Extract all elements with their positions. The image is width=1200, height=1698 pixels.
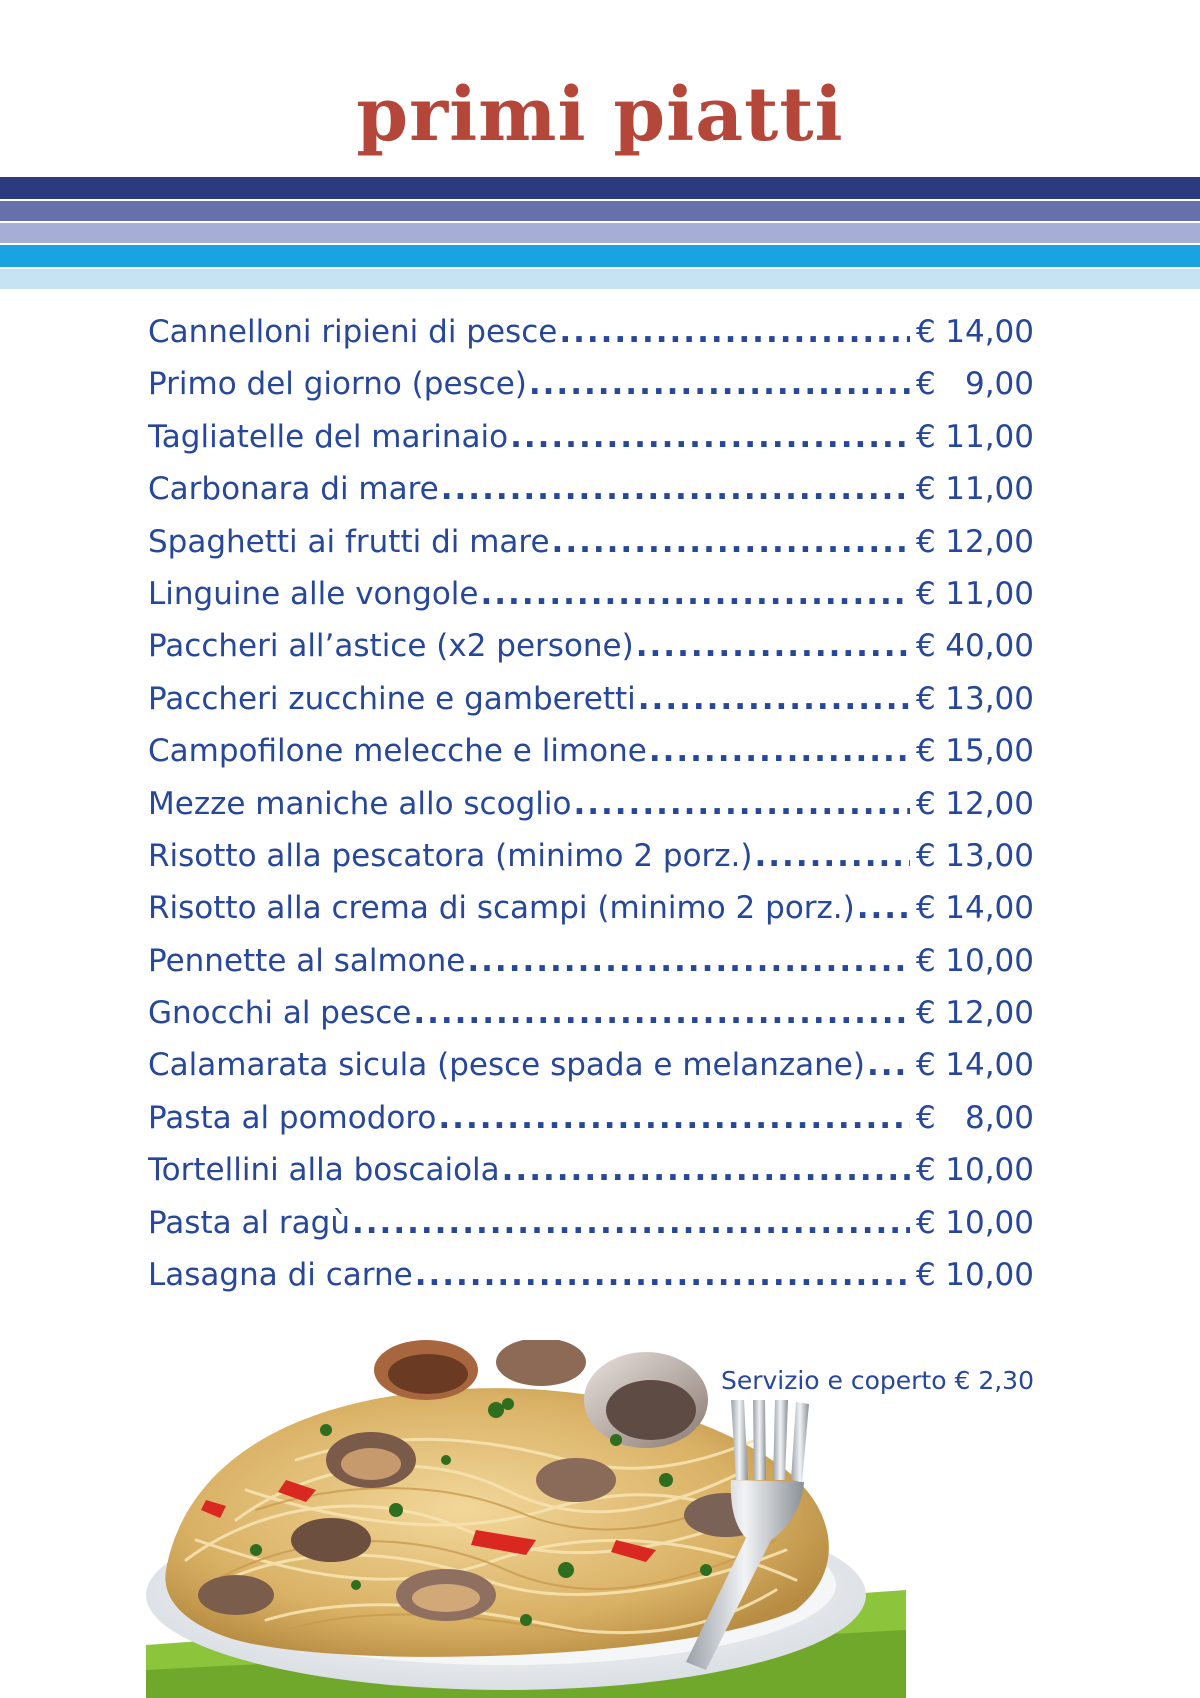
price-value: 10,00 (945, 1152, 1034, 1189)
dish-name: Gnocchi al pesce (148, 995, 412, 1032)
dish-name: Tortellini alla boscaiola (148, 1152, 500, 1189)
dot-leader (867, 1047, 910, 1083)
price-value: 10,00 (945, 1257, 1034, 1294)
price-value: 9,00 (964, 366, 1034, 403)
dot-leader (413, 995, 910, 1031)
dish-price (916, 1100, 1034, 1136)
dot-leader (649, 733, 910, 769)
currency-symbol: € (916, 628, 936, 665)
menu-item (148, 1205, 1034, 1257)
dot-leader (480, 576, 910, 612)
menu-list (148, 314, 1034, 1309)
price-value: 13,00 (945, 837, 1034, 874)
price-value: 14,00 (945, 1047, 1034, 1084)
dot-leader (857, 890, 910, 926)
menu-item (148, 628, 1034, 680)
dish-name: Pasta al ragù (148, 1204, 350, 1241)
menu-item (148, 1100, 1034, 1152)
dish-price (916, 1205, 1034, 1241)
decorative-stripes (0, 177, 1200, 289)
dish-name: Paccheri all’astice (x2 persone) (148, 628, 634, 665)
service-note: Servizio e coperto € 2,30 (720, 1366, 1034, 1395)
spaghetti-clams-fork-image (146, 1340, 906, 1698)
currency-symbol: € (916, 523, 936, 560)
dish-name: Risotto alla crema di scampi (minimo 2 porz.) (148, 890, 855, 927)
dish-name: Cannelloni ripieni di pesce (148, 314, 558, 350)
currency-symbol: € (916, 942, 936, 979)
dot-leader (415, 1257, 910, 1293)
stripe-sky (0, 245, 1200, 267)
price-value: 12,00 (945, 995, 1034, 1032)
dish-name: Tagliatelle del marinaio (148, 418, 509, 455)
menu-item (148, 890, 1034, 942)
menu-item (148, 733, 1034, 785)
price-value: 15,00 (945, 733, 1034, 770)
dot-leader (502, 1152, 910, 1188)
stripe-pale (0, 269, 1200, 289)
menu-item (148, 1047, 1034, 1099)
currency-symbol: € (916, 733, 936, 770)
dish-price (916, 576, 1034, 612)
dish-price (916, 1047, 1034, 1083)
price-value: 10,00 (945, 1204, 1034, 1241)
menu-item (148, 471, 1034, 523)
menu-title: primi piatti (356, 72, 844, 158)
price-value: 40,00 (945, 628, 1034, 665)
currency-symbol: € (916, 1047, 936, 1084)
dot-leader (636, 628, 910, 664)
dot-leader (441, 471, 910, 507)
dish-name: Pennette al salmone (148, 942, 466, 979)
menu-item (148, 314, 1034, 366)
stripe-navy (0, 177, 1200, 199)
dish-price (916, 943, 1034, 979)
menu-item (148, 838, 1034, 890)
price-value: 12,00 (945, 523, 1034, 560)
dish-price (916, 838, 1034, 874)
currency-symbol: € (916, 1152, 936, 1189)
currency-symbol: € (916, 680, 936, 717)
currency-symbol: € (916, 837, 936, 874)
currency-symbol: € (916, 890, 936, 927)
dish-price (916, 995, 1034, 1031)
currency-symbol: € (916, 418, 936, 455)
menu-item (148, 1257, 1034, 1309)
menu-item (148, 1152, 1034, 1204)
price-value: 12,00 (945, 785, 1034, 822)
stripe-purple (0, 201, 1200, 221)
dish-name: Mezze maniche allo scoglio (148, 785, 572, 822)
dish-name: Lasagna di carne (148, 1257, 413, 1294)
currency-symbol: € (916, 575, 936, 612)
currency-symbol: € (916, 1257, 936, 1294)
dish-price (916, 681, 1034, 717)
dot-leader (438, 1100, 910, 1136)
menu-item (148, 524, 1034, 576)
dish-name: Carbonara di mare (148, 471, 439, 508)
dot-leader (573, 786, 910, 822)
price-value: 14,00 (945, 314, 1034, 350)
price-value: 11,00 (945, 418, 1034, 455)
dish-price (916, 628, 1034, 664)
dish-price (916, 524, 1034, 560)
currency-symbol: € (916, 995, 936, 1032)
dish-price (916, 1152, 1034, 1188)
dot-leader (529, 366, 910, 402)
dot-leader (467, 943, 910, 979)
dot-leader (352, 1205, 910, 1241)
dish-price (916, 1257, 1034, 1293)
dish-price (916, 786, 1034, 822)
dish-name: Campofilone melecche e limone (148, 733, 647, 770)
dot-leader (510, 419, 910, 455)
menu-item (148, 576, 1034, 628)
price-value: 10,00 (945, 942, 1034, 979)
dish-name: Risotto alla pescatora (minimo 2 porz.) (148, 837, 753, 874)
menu-item (148, 943, 1034, 995)
dish-price (916, 471, 1034, 507)
currency-symbol: € (916, 785, 936, 822)
dish-name: Paccheri zucchine e gamberetti (148, 680, 636, 717)
dot-leader (552, 524, 910, 560)
dish-price (916, 890, 1034, 926)
price-value: 8,00 (964, 1099, 1034, 1136)
menu-item (148, 681, 1034, 733)
price-value: 14,00 (945, 890, 1034, 927)
dish-name: Pasta al pomodoro (148, 1099, 437, 1136)
dish-name: Spaghetti ai frutti di mare (148, 523, 550, 560)
currency-symbol: € (916, 471, 936, 508)
dish-price (916, 419, 1034, 455)
price-value: 11,00 (945, 471, 1034, 508)
dish-name: Calamarata sicula (pesce spada e melanzane) (148, 1047, 865, 1084)
dish-price (916, 314, 1034, 350)
stripe-lavender (0, 223, 1200, 243)
dot-leader (638, 681, 910, 717)
currency-symbol: € (916, 1204, 936, 1241)
price-value: 13,00 (945, 680, 1034, 717)
menu-item (148, 366, 1034, 418)
dish-price (916, 733, 1034, 769)
currency-symbol: € (916, 1099, 936, 1136)
dot-leader (755, 838, 911, 874)
dish-price (916, 366, 1034, 402)
menu-item (148, 419, 1034, 471)
currency-symbol: € (916, 314, 936, 350)
menu-item (148, 786, 1034, 838)
dish-name: Linguine alle vongole (148, 575, 479, 612)
dish-name: Primo del giorno (pesce) (148, 366, 527, 403)
currency-symbol: € (916, 366, 936, 403)
dot-leader (559, 314, 910, 350)
price-value: 11,00 (945, 575, 1034, 612)
menu-item (148, 995, 1034, 1047)
